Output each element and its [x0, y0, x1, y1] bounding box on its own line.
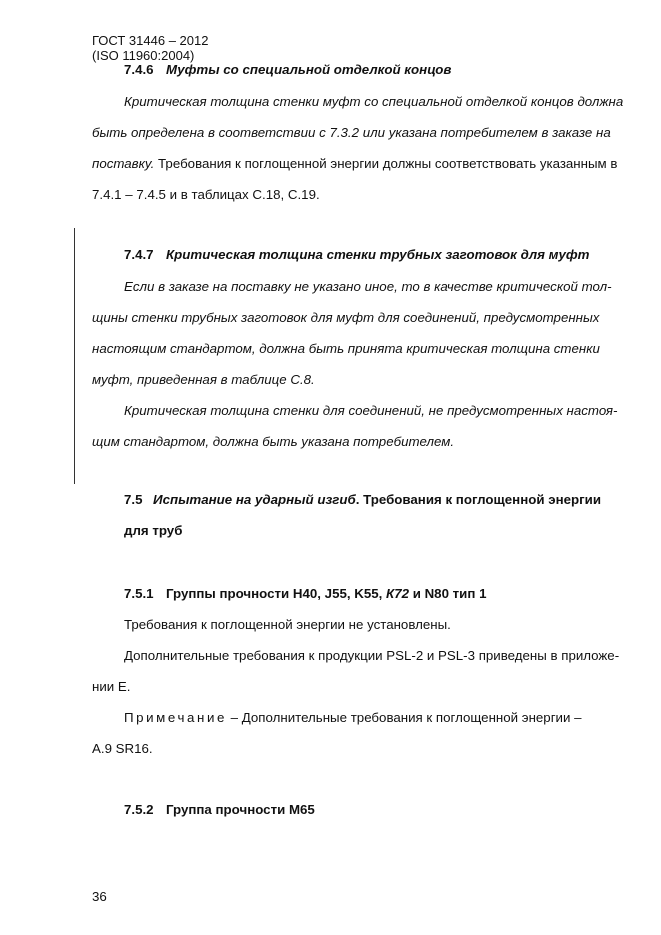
section-title-k72: К72 — [386, 586, 410, 601]
section-number: 7.5.1 — [124, 586, 154, 601]
paragraph-line: щины стенки трубных заготовок для муфт для соединений, предусмотренных — [92, 310, 600, 325]
section-heading-7-5-2 — [124, 802, 315, 817]
note-line — [124, 710, 582, 725]
normal-fragment: Требования к поглощенной энергии должны соответствовать указанным в — [154, 156, 618, 171]
section-title: Критическая толщина стенки трубных заготовок для муфт — [166, 247, 590, 262]
paragraph-line: настоящим стандартом, должна быть принята критическая толщина стенки — [92, 341, 600, 356]
section-title: Муфты со специальной отделкой концов — [166, 62, 452, 77]
section-title-a: Группы прочности Н40, J55, K55, — [166, 586, 387, 601]
paragraph-line — [92, 156, 617, 171]
section-number: 7.4.6 — [124, 62, 154, 77]
section-title-b: и N80 тип 1 — [409, 586, 487, 601]
section-title-line2: для труб — [124, 523, 183, 538]
section-number: 7.5 — [124, 492, 143, 507]
page-number: 36 — [92, 889, 107, 904]
note-label: Примечание — [124, 710, 227, 725]
section-number: 7.5.2 — [124, 802, 154, 817]
paragraph-line: щим стандартом, должна быть указана потребителем. — [92, 434, 455, 449]
change-bar — [74, 228, 75, 484]
paragraph-line: Если в заказе на поставку не указано иное, то в качестве критической тол- — [124, 279, 612, 294]
section-title: Группа прочности М65 — [166, 802, 315, 817]
standard-designation: ГОСТ 31446 – 2012 — [92, 33, 209, 48]
italic-fragment: поставку. — [92, 156, 155, 171]
paragraph-line: 7.4.1 – 7.4.5 и в таблицах С.18, С.19. — [92, 187, 320, 202]
section-title-rest: . Требования к поглощенной энергии — [355, 492, 602, 507]
paragraph-line: Требования к поглощенной энергии не установлены. — [124, 617, 451, 632]
paragraph-line: Дополнительные требования к продукции PSL-2 и PSL-3 приведены в приложе- — [124, 648, 620, 663]
section-heading-7-4-7 — [124, 247, 589, 262]
paragraph-line: муфт, приведенная в таблице С.8. — [92, 372, 315, 387]
iso-designation: (ISO 11960:2004) — [92, 48, 195, 63]
section-number: 7.4.7 — [124, 247, 154, 262]
note-text: – Дополнительные требования к поглощенной энергии – — [226, 710, 582, 725]
section-heading-7-4-6 — [124, 62, 451, 77]
section-heading-7-5-1 — [124, 586, 486, 601]
section-heading-7-5 — [124, 492, 601, 507]
paragraph-line: нии Е. — [92, 679, 131, 694]
paragraph-line: Критическая толщина стенки для соединений, не предусмотренных настоя- — [124, 403, 618, 418]
paragraph-line: Критическая толщина стенки муфт со специальной отделкой концов должна — [124, 94, 624, 109]
paragraph-line: быть определена в соответствии с 7.3.2 или указана потребителем в заказе на — [92, 125, 611, 140]
note-line: А.9 SR16. — [92, 741, 153, 756]
section-title-italic: Испытание на ударный изгиб — [153, 492, 356, 507]
